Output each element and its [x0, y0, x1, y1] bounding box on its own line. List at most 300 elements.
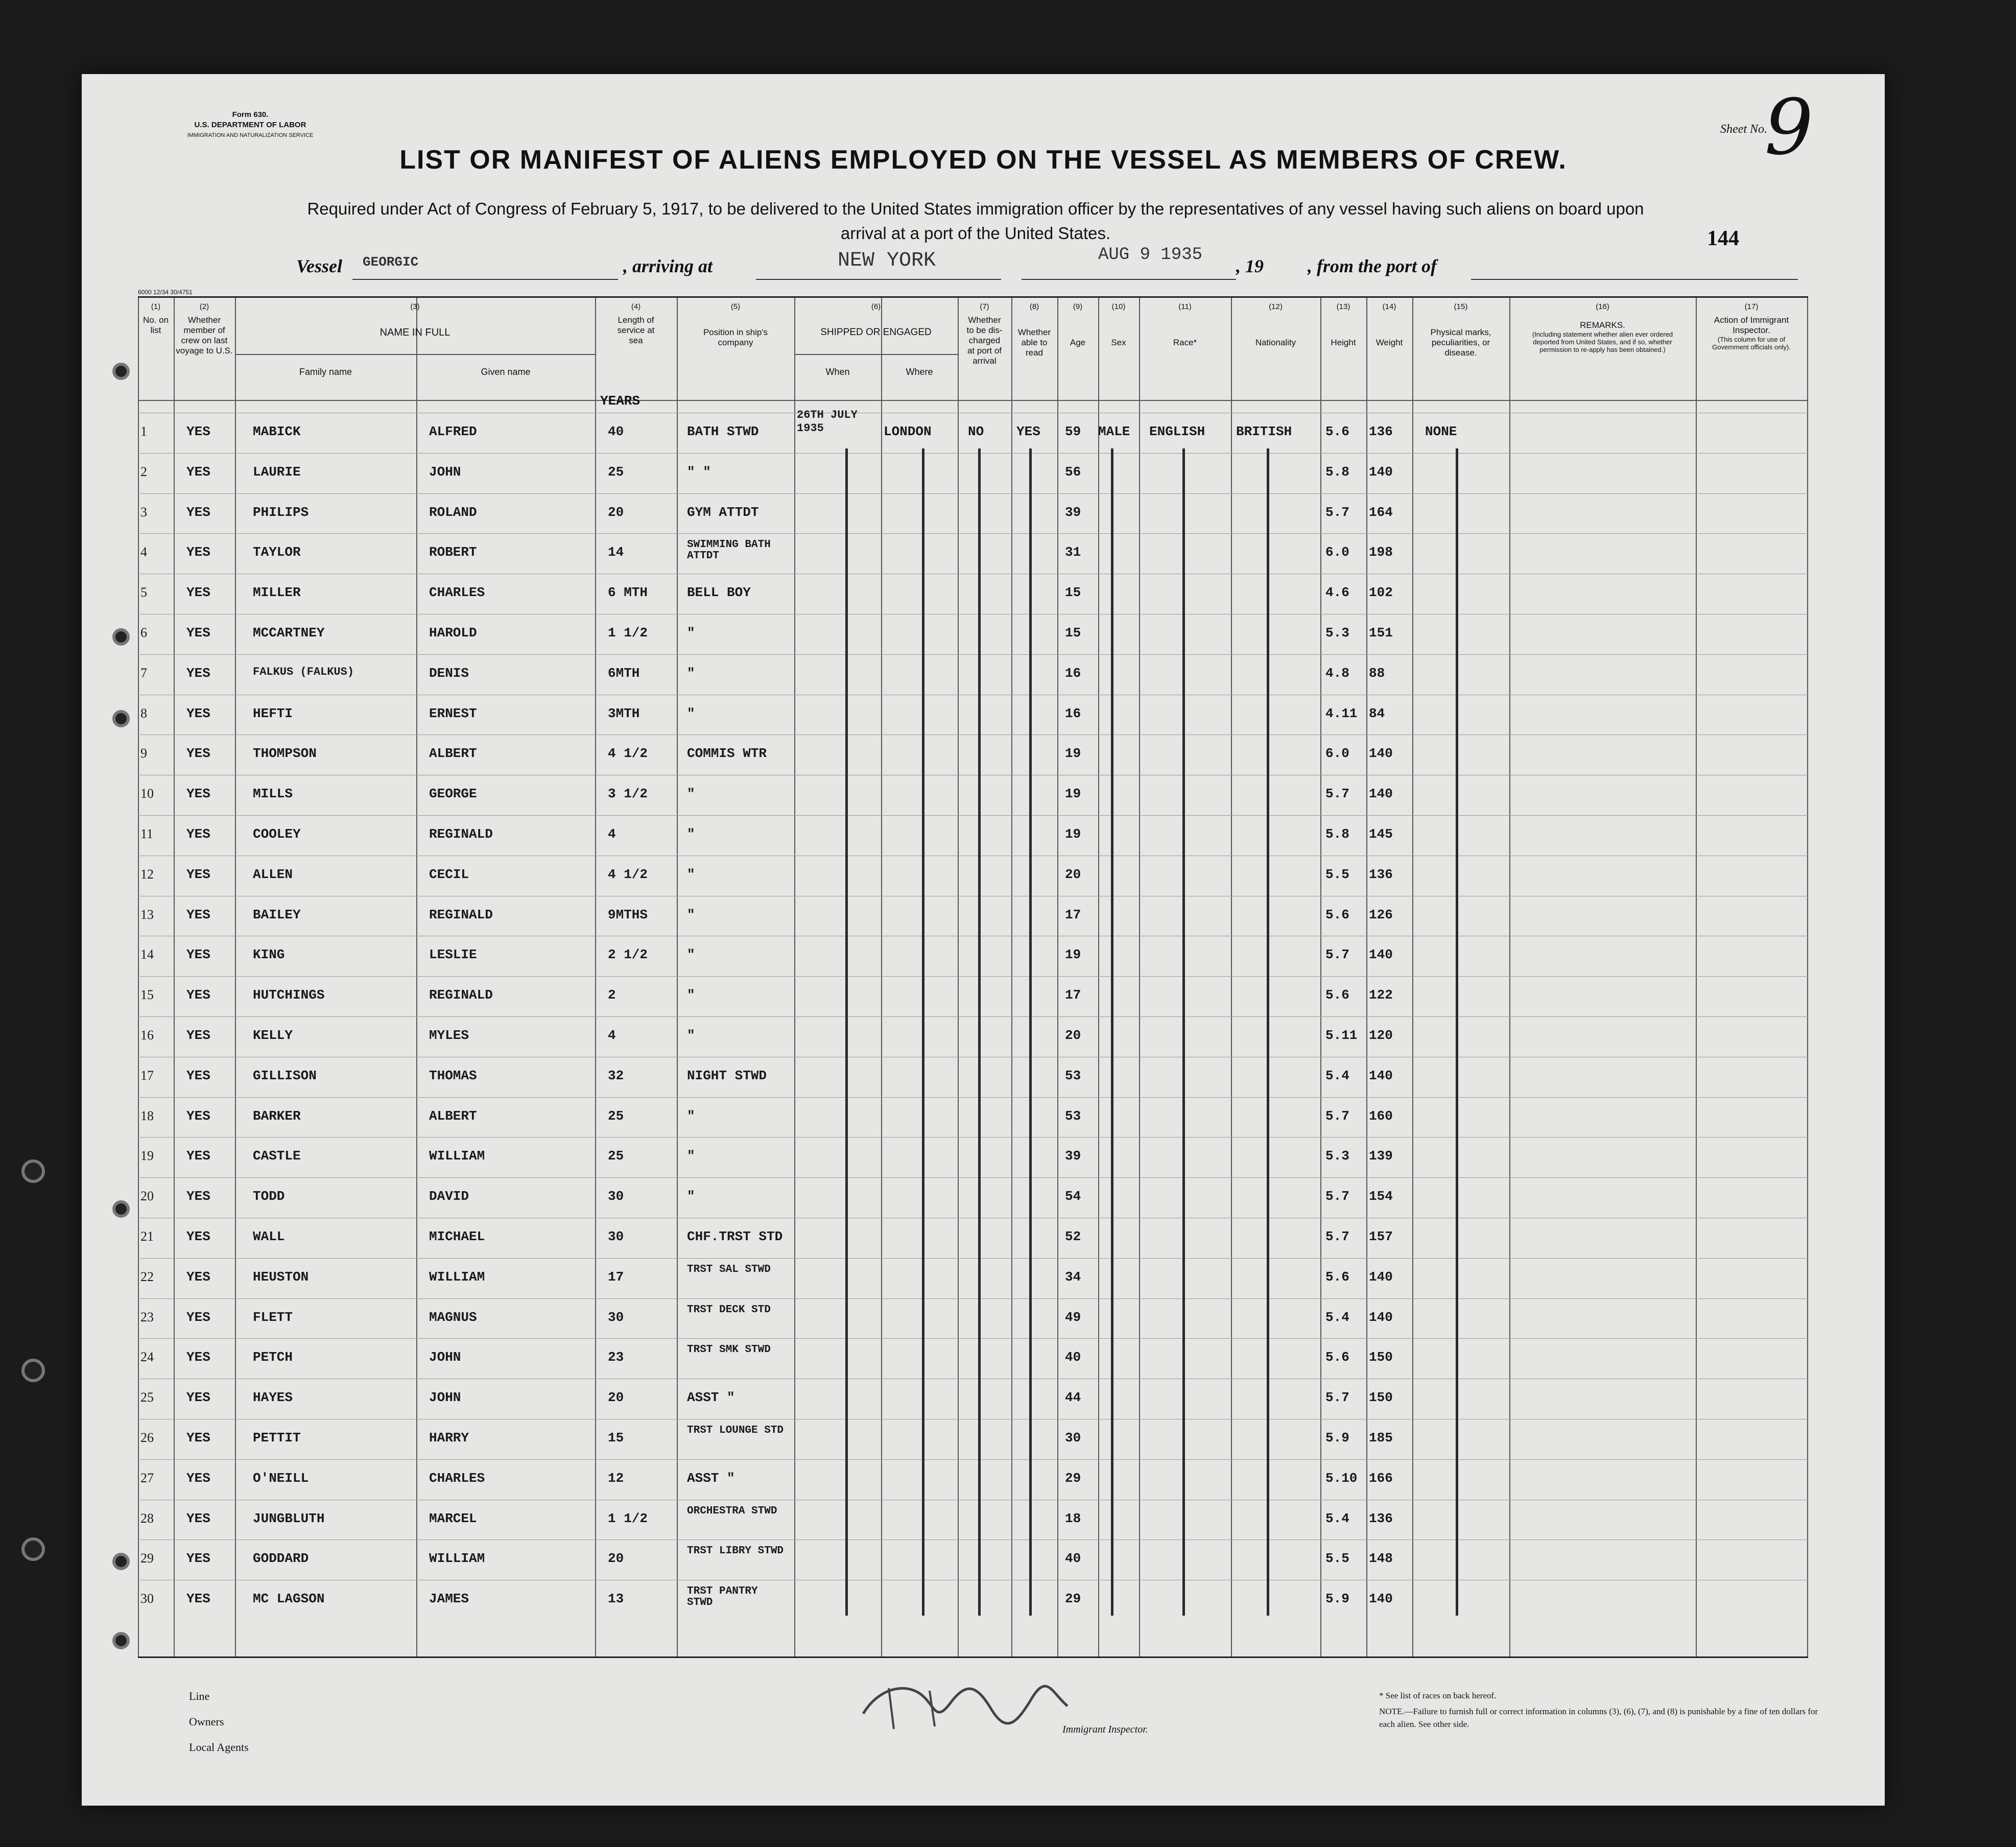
- age-cell: 29: [1065, 1470, 1081, 1486]
- service-length-cell: 3MTH: [608, 705, 640, 721]
- family-name-cell: FLETT: [253, 1309, 293, 1325]
- crew-table: [138, 296, 1808, 1658]
- family-name-cell: KING: [253, 947, 285, 963]
- service-length-cell: 20: [608, 1390, 624, 1406]
- row-number: 7: [140, 665, 147, 680]
- weight-cell: 150: [1369, 1390, 1393, 1406]
- table-row: [138, 1419, 1808, 1459]
- service-length-cell: 15: [608, 1430, 624, 1446]
- height-cell: 5.11: [1325, 1028, 1358, 1043]
- previous-voyage-cell: YES: [186, 866, 210, 882]
- row-number: 26: [140, 1430, 154, 1445]
- position-cell: ": [687, 987, 695, 1003]
- col2-header: [174, 298, 235, 400]
- age-cell: 53: [1065, 1068, 1081, 1083]
- previous-voyage-cell: YES: [186, 947, 210, 963]
- row-number: 29: [140, 1551, 154, 1566]
- form-identifier: [169, 110, 332, 140]
- given-name-cell: GEORGE: [429, 786, 477, 802]
- header-bottom-rule: [138, 400, 1808, 401]
- previous-voyage-cell: YES: [186, 1591, 210, 1607]
- col5-label: Position in ship's company: [703, 327, 768, 347]
- marks-cell: NONE: [1425, 424, 1457, 439]
- family-name-cell: HAYES: [253, 1390, 293, 1406]
- service-length-cell: 3 1/2: [608, 786, 648, 802]
- service-length-cell: 4 1/2: [608, 746, 648, 762]
- given-name-cell: MYLES: [429, 1028, 469, 1043]
- owners-label: Owners: [189, 1715, 224, 1728]
- family-name-cell: MILLS: [253, 786, 293, 802]
- table-row: [138, 1258, 1808, 1298]
- previous-voyage-cell: YES: [186, 1510, 210, 1526]
- given-name-cell: CECIL: [429, 866, 469, 882]
- weight-cell: 150: [1369, 1349, 1393, 1365]
- position-cell: CHF.TRST STD: [687, 1229, 783, 1244]
- date-stamp: AUG 9 1935: [1098, 245, 1203, 265]
- table-row: [138, 1057, 1808, 1097]
- position-cell: GYM ATTDT: [687, 504, 759, 520]
- given-name-cell: CHARLES: [429, 1470, 485, 1486]
- given-name-cell: CHARLES: [429, 585, 485, 601]
- weight-cell: 151: [1369, 625, 1393, 641]
- inspector-signature: [858, 1678, 1073, 1737]
- weight-cell: 102: [1369, 585, 1393, 601]
- col2-num: (2): [199, 302, 209, 311]
- given-name-cell: REGINALD: [429, 907, 493, 922]
- col16-header: [1509, 298, 1696, 400]
- col5-header: [677, 298, 794, 400]
- row-number: 8: [140, 705, 147, 721]
- row-number: 27: [140, 1470, 154, 1485]
- row-number: 19: [140, 1148, 154, 1164]
- col7-label: Whether to be dis-charged at port of arrival: [966, 315, 1003, 366]
- height-cell: 5.7: [1325, 504, 1349, 520]
- col1-label: No. on list: [143, 315, 169, 335]
- family-name-header: Family name: [299, 367, 352, 377]
- ditto-stroke: [1029, 448, 1032, 1616]
- service-length-cell: 30: [608, 1189, 624, 1204]
- row-number: 6: [140, 625, 147, 640]
- col9-header: [1057, 298, 1098, 400]
- form-number: Form 630.: [232, 110, 269, 119]
- position-cell: TRST SMK STWD: [687, 1344, 771, 1356]
- weight-cell: 166: [1369, 1470, 1393, 1486]
- row-number: 18: [140, 1108, 154, 1123]
- col7-header: [958, 298, 1011, 400]
- previous-voyage-cell: YES: [186, 1028, 210, 1043]
- shipped-divider: [794, 354, 958, 355]
- col7-num: (7): [980, 302, 989, 311]
- height-cell: 5.7: [1325, 1189, 1349, 1204]
- col13-header: [1320, 298, 1366, 400]
- family-name-cell: COOLEY: [253, 826, 301, 842]
- table-row: [138, 1177, 1808, 1218]
- family-name-cell: MCCARTNEY: [253, 625, 325, 641]
- height-cell: 5.5: [1325, 1551, 1349, 1567]
- previous-voyage-cell: YES: [186, 1309, 210, 1325]
- table-row: [138, 533, 1808, 574]
- col6-label: SHIPPED OR ENGAGED: [820, 327, 932, 338]
- given-name-cell: JOHN: [429, 1390, 461, 1406]
- table-row: [138, 1016, 1808, 1057]
- table-row: [138, 453, 1808, 493]
- previous-voyage-cell: YES: [186, 1269, 210, 1285]
- weight-cell: 136: [1369, 866, 1393, 882]
- age-cell: 17: [1065, 987, 1081, 1003]
- service-length-cell: 4: [608, 1028, 616, 1043]
- age-cell: 15: [1065, 585, 1081, 601]
- ditto-stroke: [1267, 448, 1269, 1616]
- col10-label: Sex: [1111, 338, 1126, 347]
- col14-header: [1366, 298, 1412, 400]
- col6-num: (6): [871, 302, 881, 311]
- height-cell: 5.8: [1325, 826, 1349, 842]
- col11-label: Race*: [1173, 338, 1197, 347]
- col9-label: Age: [1070, 338, 1086, 347]
- height-cell: 6.0: [1325, 544, 1349, 560]
- table-row: [138, 409, 1808, 453]
- given-name-cell: WILLIAM: [429, 1148, 485, 1164]
- col15-label: Physical marks, peculiarities, or disease.: [1430, 327, 1491, 358]
- weight-cell: 140: [1369, 746, 1393, 762]
- previous-voyage-cell: YES: [186, 544, 210, 560]
- weight-cell: 185: [1369, 1430, 1393, 1446]
- table-row: [138, 735, 1808, 775]
- col15-num: (15): [1454, 302, 1468, 311]
- given-name-cell: ALBERT: [429, 1108, 477, 1124]
- from-port-underline: [1471, 279, 1798, 280]
- height-cell: 5.6: [1325, 907, 1349, 922]
- position-cell: ": [687, 705, 695, 721]
- col3-num: (3): [410, 302, 420, 311]
- height-cell: 5.3: [1325, 1148, 1349, 1164]
- col13-num: (13): [1336, 302, 1350, 311]
- row-number: 3: [140, 504, 147, 519]
- table-row: [138, 896, 1808, 936]
- position-cell: COMMIS WTR: [687, 746, 767, 762]
- height-cell: 5.7: [1325, 786, 1349, 802]
- age-cell: 56: [1065, 464, 1081, 480]
- height-cell: 5.10: [1325, 1470, 1358, 1486]
- date-underline: [1022, 279, 1236, 280]
- given-name-cell: HARRY: [429, 1430, 469, 1446]
- previous-voyage-cell: YES: [186, 746, 210, 762]
- family-name-cell: HEUSTON: [253, 1269, 309, 1285]
- row-number: 25: [140, 1390, 154, 1405]
- col17-header: [1696, 298, 1807, 400]
- weight-cell: 145: [1369, 826, 1393, 842]
- inspector-label: Immigrant Inspector.: [1062, 1724, 1148, 1735]
- year-label: , 19: [1236, 256, 1264, 276]
- previous-voyage-cell: YES: [186, 1470, 210, 1486]
- family-name-cell: HEFTI: [253, 705, 293, 721]
- position-cell: ": [687, 1148, 695, 1164]
- height-cell: 5.4: [1325, 1068, 1349, 1083]
- weight-cell: 120: [1369, 1028, 1393, 1043]
- signature-scribble: [858, 1678, 1073, 1734]
- family-name-cell: ALLEN: [253, 866, 293, 882]
- weight-cell: 140: [1369, 1068, 1393, 1083]
- age-cell: 19: [1065, 826, 1081, 842]
- position-cell: TRST DECK STD: [687, 1304, 771, 1316]
- arriving-label: , arriving at: [623, 256, 713, 276]
- family-name-cell: O'NEILL: [253, 1470, 309, 1486]
- row-number: 4: [140, 544, 147, 560]
- given-name-cell: ROLAND: [429, 504, 477, 520]
- service-length-cell: 14: [608, 544, 624, 560]
- service-length-cell: 25: [608, 1108, 624, 1124]
- height-cell: 5.6: [1325, 424, 1349, 439]
- family-name-cell: BARKER: [253, 1108, 301, 1124]
- weight-cell: 136: [1369, 424, 1393, 439]
- age-cell: 49: [1065, 1309, 1081, 1325]
- given-name-cell: JOHN: [429, 1349, 461, 1365]
- previous-voyage-cell: YES: [186, 625, 210, 641]
- age-cell: 20: [1065, 866, 1081, 882]
- height-cell: 5.4: [1325, 1510, 1349, 1526]
- height-cell: 5.8: [1325, 464, 1349, 480]
- given-name-header: Given name: [481, 367, 531, 377]
- weight-cell: 140: [1369, 1269, 1393, 1285]
- weight-cell: 157: [1369, 1229, 1393, 1244]
- position-cell: " ": [687, 464, 711, 480]
- ditto-stroke: [845, 448, 848, 1616]
- given-name-cell: ALBERT: [429, 746, 477, 762]
- row-number: 13: [140, 907, 154, 922]
- table-row: [138, 1137, 1808, 1177]
- given-name-cell: REGINALD: [429, 987, 493, 1003]
- table-row: [138, 695, 1808, 735]
- age-cell: 16: [1065, 705, 1081, 721]
- previous-voyage-cell: YES: [186, 1430, 210, 1446]
- age-cell: 19: [1065, 746, 1081, 762]
- punch-hole: [112, 710, 130, 727]
- age-cell: 39: [1065, 1148, 1081, 1164]
- age-cell: 34: [1065, 1269, 1081, 1285]
- col12-header: [1231, 298, 1320, 400]
- row-number: 17: [140, 1068, 154, 1083]
- service-length-cell: 30: [608, 1309, 624, 1325]
- service-length-cell: 1 1/2: [608, 1510, 648, 1526]
- col4-label: Length of service at sea: [617, 315, 655, 345]
- weight-cell: 140: [1369, 947, 1393, 963]
- row-number: 11: [140, 826, 154, 841]
- col6-header: [794, 298, 958, 400]
- punch-hole: [112, 1632, 130, 1649]
- ditto-stroke: [1111, 448, 1113, 1616]
- family-name-cell: KELLY: [253, 1028, 293, 1043]
- where-cell: LONDON: [884, 424, 932, 439]
- age-cell: 18: [1065, 1510, 1081, 1526]
- col5-num: (5): [730, 302, 741, 311]
- arriving-underline: [756, 279, 1001, 280]
- row-number: 20: [140, 1189, 154, 1204]
- height-cell: 4.6: [1325, 585, 1349, 601]
- previous-voyage-cell: YES: [186, 1189, 210, 1204]
- weight-cell: 148: [1369, 1551, 1393, 1567]
- ditto-stroke: [922, 448, 924, 1616]
- family-name-cell: THOMPSON: [253, 746, 317, 762]
- table-row: [138, 1540, 1808, 1580]
- punch-hole: [112, 628, 130, 646]
- height-cell: 5.9: [1325, 1591, 1349, 1607]
- age-cell: 59: [1065, 424, 1081, 439]
- given-name-cell: WILLIAM: [429, 1269, 485, 1285]
- position-cell: TRST SAL STWD: [687, 1263, 771, 1275]
- age-cell: 19: [1065, 947, 1081, 963]
- service-length-cell: 32: [608, 1068, 624, 1083]
- years-unit: YEARS: [600, 393, 641, 409]
- family-name-cell: TODD: [253, 1189, 285, 1204]
- service-length-cell: 20: [608, 1551, 624, 1567]
- service-length-cell: 25: [608, 464, 624, 480]
- ditto-stroke: [978, 448, 981, 1616]
- col16-label: REMARKS.: [1580, 320, 1625, 330]
- position-cell: ": [687, 947, 695, 963]
- sheet-number-label: Sheet No.: [1720, 123, 1767, 136]
- age-cell: 54: [1065, 1189, 1081, 1204]
- height-cell: 5.3: [1325, 625, 1349, 641]
- row-number: 5: [140, 585, 147, 600]
- family-name-cell: MILLER: [253, 585, 301, 601]
- family-name-cell: WALL: [253, 1229, 285, 1244]
- age-cell: 16: [1065, 665, 1081, 681]
- previous-voyage-cell: YES: [186, 1390, 210, 1406]
- previous-voyage-cell: YES: [186, 1229, 210, 1244]
- page-subtitle: Required under Act of Congress of February 5, 1917, to be delivered to the United States immigration officer by the representatives of any vessel having such aliens on board upon arrival at a port of the United States.: [307, 199, 1644, 243]
- position-cell: ASST ": [687, 1470, 735, 1486]
- col11-num: (11): [1178, 302, 1192, 311]
- given-name-cell: THOMAS: [429, 1068, 477, 1083]
- nationality-cell: BRITISH: [1236, 424, 1292, 439]
- table-row: [138, 1500, 1808, 1540]
- age-cell: 31: [1065, 544, 1081, 560]
- height-cell: 5.7: [1325, 1108, 1349, 1124]
- family-name-cell: CASTLE: [253, 1148, 301, 1164]
- age-cell: 19: [1065, 786, 1081, 802]
- col17-note: (This column for use of Government officials only).: [1712, 336, 1791, 351]
- previous-voyage-cell: YES: [186, 464, 210, 480]
- height-cell: 5.4: [1325, 1309, 1349, 1325]
- punch-hole: [112, 1553, 130, 1570]
- col16-num: (16): [1596, 302, 1609, 311]
- vessel-value: GEORGIC: [363, 254, 419, 270]
- ditto-stroke: [1182, 448, 1185, 1616]
- table-row: [138, 815, 1808, 856]
- family-name-cell: BAILEY: [253, 907, 301, 922]
- previous-voyage-cell: YES: [186, 665, 210, 681]
- age-cell: 40: [1065, 1551, 1081, 1567]
- sheet-number-value: 9: [1764, 83, 1813, 172]
- table-row: [138, 1580, 1808, 1620]
- service-length-cell: 17: [608, 1269, 624, 1285]
- col15-header: [1412, 298, 1509, 400]
- family-name-cell: JUNGBLUTH: [253, 1510, 325, 1526]
- table-row: [138, 1459, 1808, 1500]
- previous-voyage-cell: YES: [186, 705, 210, 721]
- previous-voyage-cell: YES: [186, 1148, 210, 1164]
- table-row: [138, 493, 1808, 534]
- previous-voyage-cell: YES: [186, 1551, 210, 1567]
- service-length-cell: 9MTHS: [608, 907, 648, 922]
- service-length-cell: 30: [608, 1229, 624, 1244]
- height-cell: 5.6: [1325, 1269, 1349, 1285]
- weight-cell: 136: [1369, 1510, 1393, 1526]
- col17-num: (17): [1744, 302, 1759, 311]
- family-name-cell: HUTCHINGS: [253, 987, 325, 1003]
- races-note: * See list of races on back hereof.: [1379, 1691, 1497, 1700]
- service-length-cell: 6 MTH: [608, 585, 648, 601]
- col16-note: (Including statement whether alien ever ordered deported from United States, and if so, whether permission to re-apply has been obtained.): [1532, 330, 1673, 353]
- col13-label: Height: [1331, 338, 1356, 347]
- given-name-cell: JOHN: [429, 464, 461, 480]
- family-name-cell: LAURIE: [253, 464, 301, 480]
- page-title: LIST OR MANIFEST OF ALIENS EMPLOYED ON THE VESSEL AS MEMBERS OF CREW.: [399, 145, 1567, 175]
- given-name-cell: LESLIE: [429, 947, 477, 963]
- col2-label: Whether member of crew on last voyage to U.S.: [176, 315, 233, 356]
- previous-voyage-cell: YES: [186, 585, 210, 601]
- form-code: 6000 12/34 30/4751: [138, 289, 193, 296]
- weight-cell: 122: [1369, 987, 1393, 1003]
- weight-cell: 84: [1369, 705, 1385, 721]
- age-cell: 29: [1065, 1591, 1081, 1607]
- col10-num: (10): [1111, 302, 1126, 311]
- given-name-cell: ALFRED: [429, 424, 477, 439]
- height-cell: 5.9: [1325, 1430, 1349, 1446]
- age-cell: 44: [1065, 1390, 1081, 1406]
- row-number: 1: [140, 424, 147, 439]
- service-length-cell: 1 1/2: [608, 625, 648, 641]
- col4-header: [595, 298, 677, 400]
- where-header: Where: [906, 367, 933, 377]
- vessel-label: Vessel: [296, 256, 342, 276]
- line-label: Line: [189, 1690, 210, 1702]
- weight-cell: 140: [1369, 464, 1393, 480]
- when-header: When: [825, 367, 850, 377]
- family-name-cell: GODDARD: [253, 1551, 309, 1567]
- family-name-cell: GILLISON: [253, 1068, 317, 1083]
- table-row: [138, 936, 1808, 976]
- row-number: 10: [140, 786, 154, 801]
- family-name-cell: FALKUS (FALKUS): [253, 665, 354, 678]
- height-cell: 5.5: [1325, 866, 1349, 882]
- previous-voyage-cell: YES: [186, 987, 210, 1003]
- service-length-cell: 2 1/2: [608, 947, 648, 963]
- vessel-line: [296, 245, 1803, 286]
- given-name-cell: HAROLD: [429, 625, 477, 641]
- position-cell: ": [687, 625, 695, 641]
- position-cell: TRST PANTRY STWD: [687, 1585, 758, 1609]
- height-cell: 5.6: [1325, 987, 1349, 1003]
- col17-label: Action of Immigrant Inspector.: [1714, 315, 1789, 335]
- age-cell: 20: [1065, 1028, 1081, 1043]
- row-number: 9: [140, 746, 147, 761]
- service-length-cell: 12: [608, 1470, 624, 1486]
- family-name-cell: PETCH: [253, 1349, 293, 1365]
- local-agents-label: Local Agents: [189, 1741, 249, 1754]
- row-number: 23: [140, 1309, 154, 1324]
- discharged-cell: NO: [968, 424, 984, 439]
- age-cell: 17: [1065, 907, 1081, 922]
- binder-hole: [21, 1159, 45, 1183]
- row-number: 24: [140, 1349, 154, 1365]
- position-cell: ": [687, 1189, 695, 1204]
- weight-cell: 139: [1369, 1148, 1393, 1164]
- row-number: 2: [140, 464, 147, 479]
- family-name-cell: PETTIT: [253, 1430, 301, 1446]
- given-name-cell: WILLIAM: [429, 1551, 485, 1567]
- col9-num: (9): [1073, 302, 1083, 311]
